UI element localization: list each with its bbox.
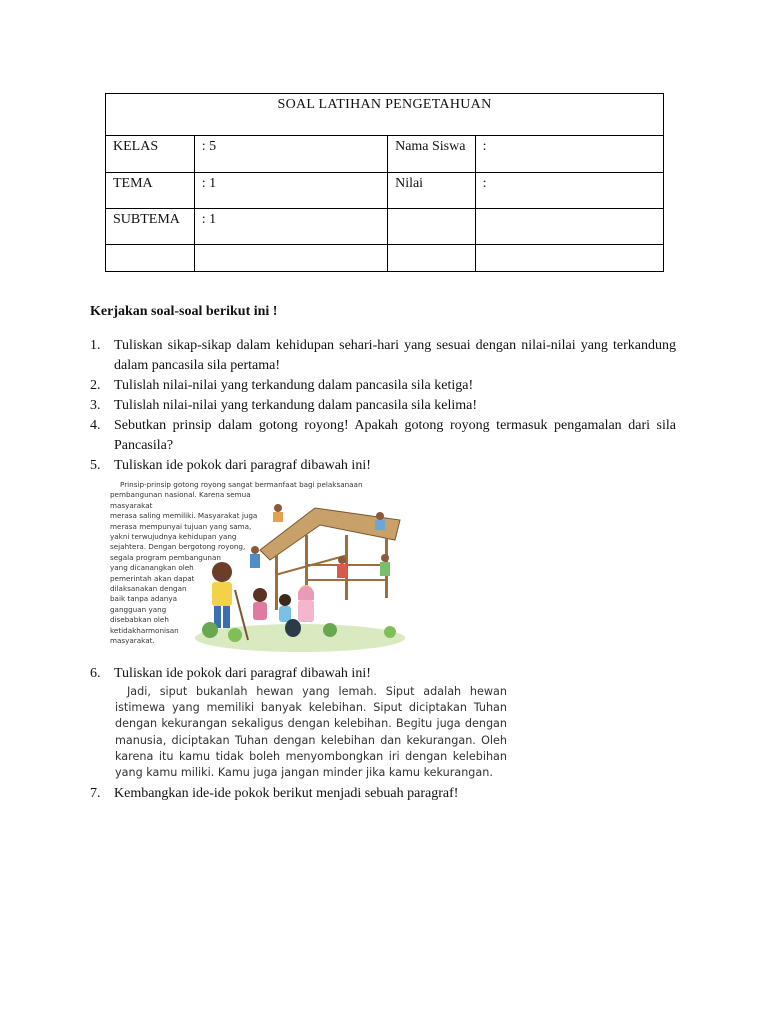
question-number: 5. xyxy=(90,458,101,473)
instruction-text: Kerjakan soal-soal berikut ini ! xyxy=(90,304,278,319)
figure-line: segala program pembangunan xyxy=(110,552,221,562)
table-row xyxy=(106,173,664,209)
figure-line: merasa mempunyai tujuan yang sama, xyxy=(110,521,252,531)
gotong-royong-illustration xyxy=(110,480,410,658)
question-text: Kembangkan ide-ide pokok berikut menjadi sebuah paragraf! xyxy=(114,786,459,801)
paragraph-text: Jadi, siput bukanlah hewan yang lemah. Siput adalah hewan istimewa yang memiliki banyak kelebihan. Siput diciptakan Tuhan dengan kekurangan sekaligus dengan kelebihan. Begitu juga dengan manusia, diciptakan Tuhan dengan kelebihan dan kekurangan. Oleh karena itu kamu tidak boleh menyombongkan iri dengan kelebihan yang kamu miliki. Kamu juga jangan minder jika kamu kekurangan. xyxy=(115,685,507,780)
question-text: Tuliskan ide pokok dari paragraf dibawah ini! xyxy=(114,458,371,473)
table-row xyxy=(106,136,664,173)
figure-line: pembangunan nasional. Karena semua masyarakat xyxy=(110,490,251,510)
empty-cell xyxy=(106,245,195,272)
question-number: 3. xyxy=(90,398,101,413)
table-row xyxy=(106,209,664,245)
tema-label: TEMA xyxy=(106,173,195,209)
list-item xyxy=(90,376,676,396)
nilai-label: Nilai xyxy=(388,173,475,209)
question-text: Tuliskan sikap-sikap dalam kehidupan sehari-hari yang sesuai dengan nilai-nilai yang terkandung dalam pancasila sila pertama! xyxy=(114,338,676,373)
siput-paragraph xyxy=(115,684,507,781)
kelas-value: : 5 xyxy=(194,136,387,173)
list-item xyxy=(90,784,676,804)
figure-line: yakni terwujudnya kehidupan yang xyxy=(110,532,237,542)
figure-line: sejahtera. Dengan bergotong royong, xyxy=(110,542,246,552)
empty-cell xyxy=(388,209,475,245)
figure-line: pemerintah akan dapat xyxy=(110,573,195,583)
nilai-value[interactable]: : xyxy=(475,173,663,209)
gotong-royong-figure xyxy=(110,480,410,658)
figure-line: masyarakat. xyxy=(110,636,155,646)
tema-value: : 1 xyxy=(194,173,387,209)
nama-siswa-value[interactable]: : xyxy=(475,136,663,173)
question-number: 2. xyxy=(90,378,101,393)
question-text: Tulislah nilai-nilai yang terkandung dalam pancasila sila kelima! xyxy=(114,398,478,413)
figure-line: merasa saling memiliki. Masyarakat juga xyxy=(110,511,258,521)
question-text: Sebutkan prinsip dalam gotong royong! Apakah gotong royong termasuk pengamalan dari sila Pancasila? xyxy=(114,418,676,453)
empty-cell xyxy=(475,245,663,272)
figure-line: yang dicanangkan oleh xyxy=(110,563,194,573)
question-text: Tuliskan ide pokok dari paragraf dibawah ini! xyxy=(114,666,371,681)
figure-line: disebabkan oleh xyxy=(110,615,169,625)
figure-line: ketidakharmonisan xyxy=(110,625,179,635)
kelas-label: KELAS xyxy=(106,136,195,173)
empty-cell xyxy=(194,245,387,272)
subtema-label: SUBTEMA xyxy=(106,209,195,245)
figure-line: Prinsip-prinsip gotong royong sangat bermanfaat bagi pelaksanaan xyxy=(120,480,363,489)
table-row xyxy=(106,245,664,272)
empty-cell xyxy=(388,245,475,272)
question-number: 7. xyxy=(90,786,101,801)
figure-line: dilaksanakan dengan xyxy=(110,584,187,594)
question-text: Tulislah nilai-nilai yang terkandung dalam pancasila sila ketiga! xyxy=(114,378,474,393)
list-item xyxy=(90,396,676,416)
subtema-value: : 1 xyxy=(194,209,387,245)
question-number: 1. xyxy=(90,338,101,353)
question-number: 4. xyxy=(90,418,101,433)
empty-cell xyxy=(475,209,663,245)
nama-siswa-label: Nama Siswa xyxy=(388,136,475,173)
list-item xyxy=(90,336,676,376)
list-item xyxy=(90,416,676,456)
header-table xyxy=(105,93,664,272)
figure-line: gangguan yang xyxy=(110,604,167,614)
question-number: 6. xyxy=(90,666,101,681)
worksheet-title: SOAL LATIHAN PENGETAHUAN xyxy=(106,94,664,136)
figure-line: baik tanpa adanya xyxy=(110,594,178,604)
